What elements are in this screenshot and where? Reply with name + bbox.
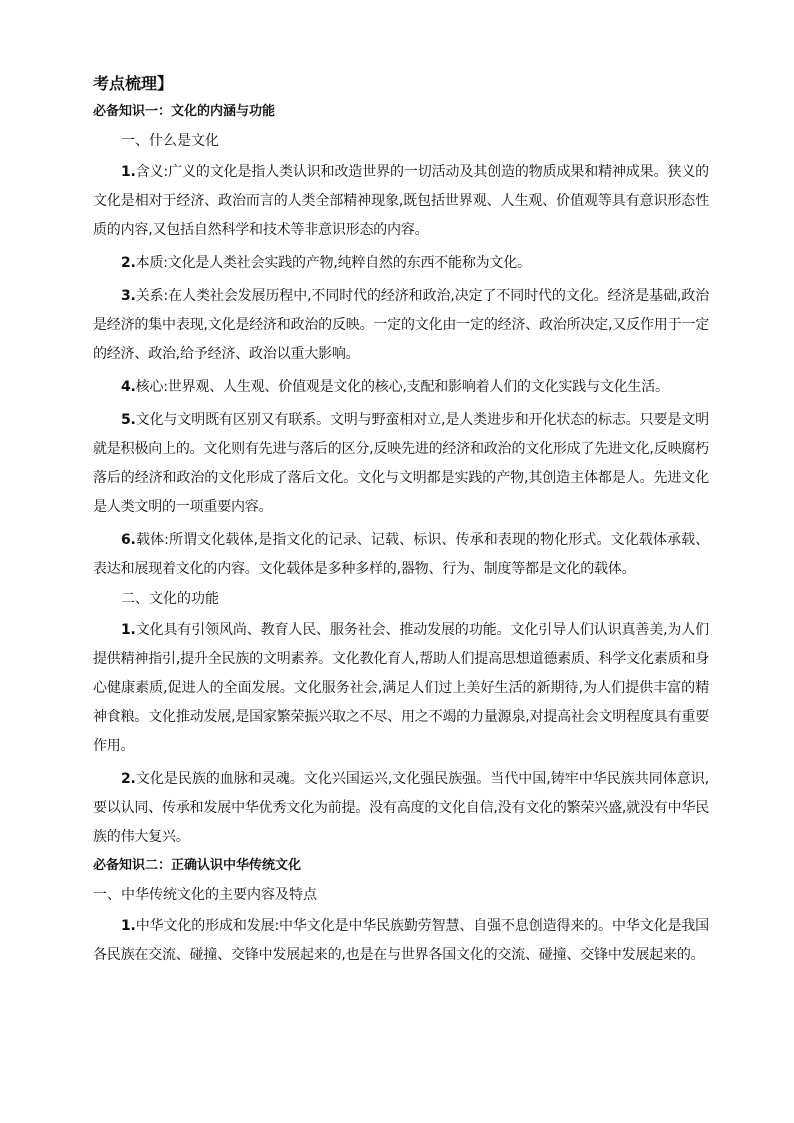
item-text: 核心:世界观、人生观、价值观是文化的核心,支配和影响着人们的文化实践与文化生活。 xyxy=(135,379,669,395)
part1-sec2-item-1 xyxy=(93,616,709,761)
item-text: 文化与文明既有区别又有联系。文明与野蛮相对立,是人类进步和开化状态的标志。只要是文明就是积极向上的。文化则有先进与落后的区分,反映先进的经济和政治的文化形成了先进文化,反映腐朽落后的经济和政治的文化形成了落后文化。文化与文明都是实践的产物,其创造主体都是人。先进文化是人类文明的一项重要内容。 xyxy=(93,412,709,515)
item-number: 6. xyxy=(121,532,136,548)
item-text: 中华文化的形成和发展:中华文化是中华民族勤劳智慧、自强不息创造得来的。中华文化是我国各民族在交流、碰撞、交锋中发展起来的,也是在与世界各国文化的交流、碰撞、交锋中发展起来的。 xyxy=(93,918,709,963)
item-number: 5. xyxy=(121,412,136,428)
part1-sec1-item-3 xyxy=(93,282,709,369)
part1-sec1-item-5 xyxy=(93,406,709,522)
part2-sec1-item-1 xyxy=(93,912,709,970)
document-body xyxy=(93,74,709,974)
part1-sec1-item-2 xyxy=(93,249,709,278)
item-number: 1. xyxy=(121,164,136,180)
part2-sec1-title: 一、中华传统文化的主要内容及特点 xyxy=(93,887,317,903)
item-number: 2. xyxy=(121,771,136,787)
item-number: 4. xyxy=(121,379,136,395)
part1-sec1-title: 一、什么是文化 xyxy=(121,133,219,149)
part1-sec1-item-1 xyxy=(93,158,709,245)
item-number: 3. xyxy=(121,288,136,304)
item-number: 1. xyxy=(121,622,136,638)
part1-sec1-item-6 xyxy=(93,526,709,584)
item-text: 本质:文化是人类社会实践的产物,纯粹自然的东西不能称为文化。 xyxy=(135,255,531,271)
part1-sec1-item-4 xyxy=(93,373,709,402)
item-text: 载体:所谓文化载体,是指文化的记录、记载、标识、传承和表现的物化形式。文化载体承载、表达和展现着文化的内容。文化载体是多种多样的,器物、行为、制度等都是文化的载体。 xyxy=(93,532,709,577)
part2-title: 必备知识二：正确认识中华传统文化 xyxy=(93,858,302,873)
item-text: 关系:在人类社会发展历程中,不同时代的经济和政治,决定了不同时代的文化。经济是基础,政治是经济的集中表现,文化是经济和政治的反映。一定的文化由一定的经济、政治所决定,又反作用于一定的经济、政治,给予经济、政治以重大影响。 xyxy=(93,288,709,362)
part1-sec2-item-2 xyxy=(93,765,709,852)
item-number: 2. xyxy=(121,255,136,271)
item-text: 文化具有引领风尚、教育人民、服务社会、推动发展的功能。文化引导人们认识真善美,为人们提供精神指引,提升全民族的文明素养。文化教化育人,帮助人们提高思想道德素质、科学文化素质和身心健康素质,促进人的全面发展。文化服务社会,满足人们过上美好生活的新期待,为人们提供丰富的精神食粮。文化推动发展,是国家繁荣振兴取之不尽、用之不竭的力量源泉,对提高社会文明程度具有重要作用。 xyxy=(93,622,709,754)
part1-title: 必备知识一：文化的内涵与功能 xyxy=(93,104,276,119)
page-heading: 考点梳理】 xyxy=(93,74,174,93)
item-number: 1. xyxy=(121,918,136,934)
item-text: 含义:广义的文化是指人类认识和改造世界的一切活动及其创造的物质成果和精神成果。狭义的文化是相对于经济、政治而言的人类全部精神现象,既包括世界观、人生观、价值观等具有意识形态性质的内容,又包括自然科学和技术等非意识形态的内容。 xyxy=(93,164,709,238)
part1-sec2-title: 二、文化的功能 xyxy=(121,591,219,607)
item-text: 文化是民族的血脉和灵魂。文化兴国运兴,文化强民族强。当代中国,铸牢中华民族共同体意识,要以认同、传承和发展中华优秀文化为前提。没有高度的文化自信,没有文化的繁荣兴盛,就没有中华民族的伟大复兴。 xyxy=(93,771,709,845)
